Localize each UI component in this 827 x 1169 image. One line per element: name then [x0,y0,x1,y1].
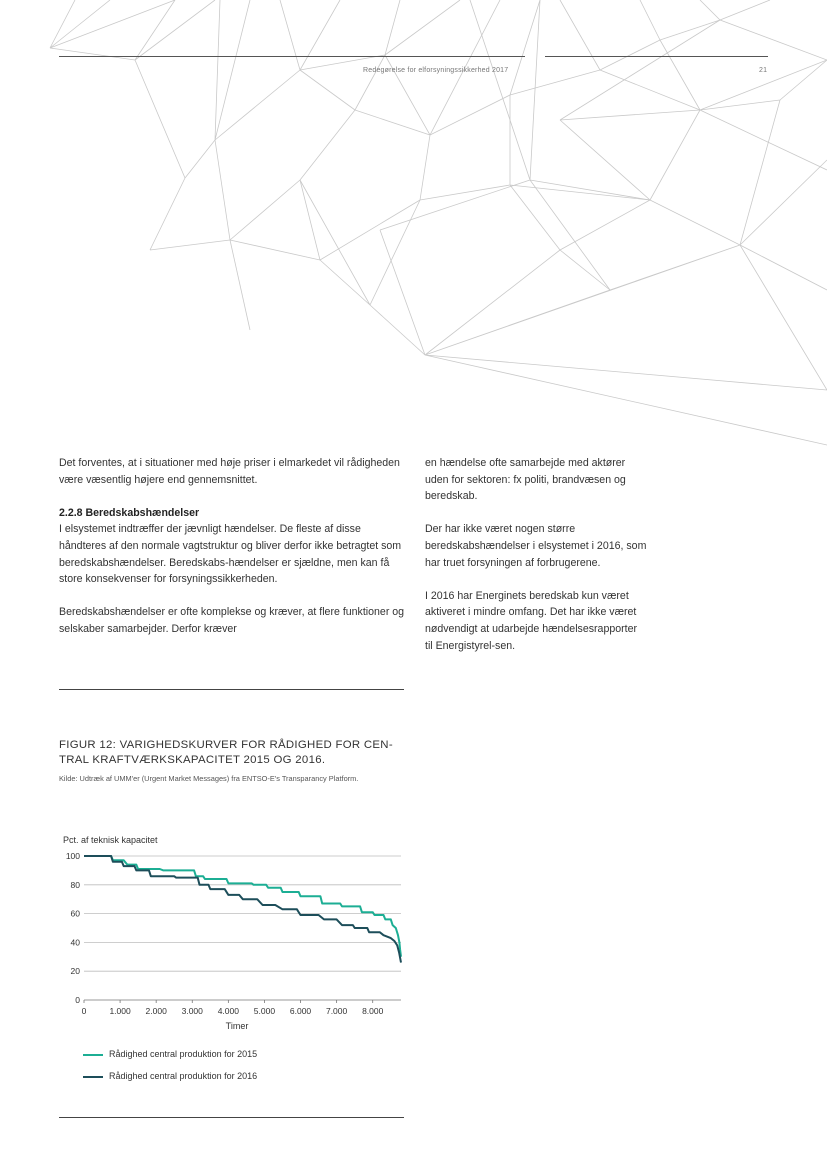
series-line-2015 [84,856,401,957]
left-column [59,455,407,654]
legend-label-2016: Rådighed central produktion for 2016 [109,1071,258,1081]
x-tick-label: 6.000 [289,1006,312,1016]
legend-item-2015 [83,1049,257,1059]
paragraph-3: Beredskabshændelser er ofte komplekse og kræver, at flere funktioner og selskaber samarbejder. Derfor kræver [59,606,405,635]
right-column [425,455,647,671]
x-tick-label: 5.000 [253,1006,276,1016]
section-divider [59,689,404,690]
header-rule-right [545,56,768,57]
y-tick-label: 60 [70,908,80,919]
legend-swatch-2015 [83,1054,103,1056]
legend-label-2015: Rådighed central produktion for 2015 [109,1049,258,1059]
y-tick-label: 80 [70,879,80,890]
paragraph-1: Det forventes, at i situationer med høje priser i elmarkedet vil rådigheden være væsentlig højere end gennemsnittet. [59,457,400,486]
x-tick-label: 0 [81,1006,87,1016]
x-tick-label: 7.000 [325,1006,348,1016]
x-tick-label: 8.000 [362,1006,384,1016]
x-tick-label: 3.000 [181,1006,203,1016]
section-heading: 2.2.8 Beredskabshændelser [59,506,200,519]
right-paragraph-2: Der har ikke været nogen større beredskabshændelser i elsystemet i 2016, som har truet forsyningen af forbrugerene. [425,523,647,569]
series-line-2016 [84,856,401,963]
y-tick-label: 40 [70,937,80,948]
header-report-title: Redegørelse for elforsyningssikkerhed 2017 [363,67,509,74]
figure-bottom-rule [59,1117,404,1118]
figure-source: Kilde: Udtræk af UMM'er (Urgent Market Messages) fra ENTSO-E's Transparancy Platform. [59,774,359,783]
paragraph-2: I elsystemet indtræffer der jævnligt hændelser. De fleste af disse håndteres af den normale vagtstruktur og bliver derfor ikke betragtet som beredskabshændelser. Beredskabs-hændelser er sjældne, men kan få store konsekvenser for forsyningssikkerheden. [59,523,402,586]
figure-title: FIGUR 12: VARIGHEDSKURVER FOR RÅDIGHED FOR CEN-TRAL KRAFTVÆRKSKAPACITET 2015 OG 2016. [59,739,393,766]
duration-curve-chart [55,830,415,1035]
header-rule-left [59,56,525,57]
y-tick-label: 20 [70,966,80,977]
legend-swatch-2016 [83,1076,103,1078]
y-tick-label: 0 [75,995,80,1005]
y-axis-label: Pct. af teknisk kapacitet [63,835,158,845]
header-page-number: 21 [759,67,768,74]
legend-item-2016 [83,1071,257,1081]
x-tick-label: 2.000 [145,1006,167,1016]
right-paragraph-3: I 2016 har Energinets beredskab kun været aktiveret i mindre omfang. Det har ikke været nødvendigt at udarbejde hændelsesrapporter til Energistyrel-sen. [425,589,638,652]
x-axis-label: Timer [225,1021,249,1031]
x-tick-label: 4.000 [217,1006,239,1016]
x-tick-label: 1.000 [109,1006,131,1016]
y-tick-label: 100 [65,851,80,861]
right-paragraph-1: en hændelse ofte samarbejde med aktører uden for sektoren: fx politi, brandvæsen og beredskab. [425,457,626,503]
